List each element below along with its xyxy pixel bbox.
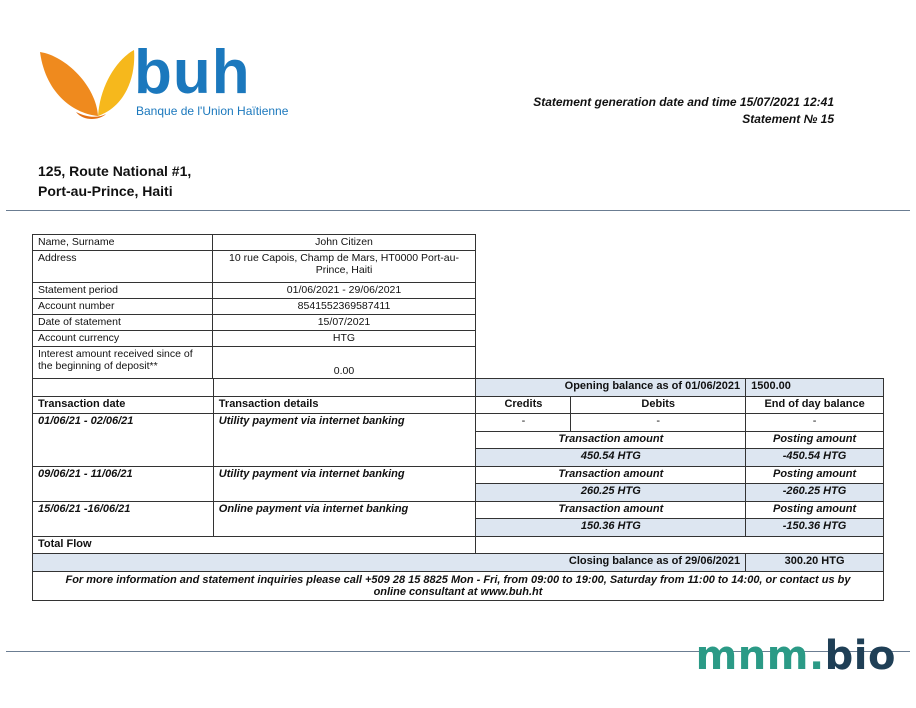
bank-address [38, 161, 191, 201]
info-label: Statement period [33, 283, 213, 299]
total-flow-row [33, 536, 884, 554]
info-label: Account currency [33, 331, 213, 347]
transaction-details: Utility payment via internet banking [213, 414, 476, 467]
opening-balance-row [33, 379, 884, 397]
statement-meta [533, 94, 834, 128]
transaction-amount-value: 450.54 HTG [476, 449, 746, 467]
empty-cell [213, 379, 476, 397]
table-row [33, 501, 884, 519]
header-debits: Debits [571, 396, 746, 414]
customer-info-table [32, 234, 476, 379]
eod-balance-value: - [746, 414, 884, 432]
transaction-date: 15/06/21 -16/06/21 [33, 501, 214, 536]
header-credits: Credits [476, 396, 571, 414]
transactions-table [32, 378, 884, 601]
posting-amount-value: -150.36 HTG [746, 519, 884, 537]
credits-value: - [476, 414, 571, 432]
info-label: Interest amount received since of the beginning of deposit** [33, 347, 213, 379]
transaction-amount-value: 260.25 HTG [476, 484, 746, 502]
watermark-part1: mnm [695, 633, 809, 679]
transaction-details: Online payment via internet banking [213, 501, 476, 536]
posting-amount-label: Posting amount [746, 431, 884, 449]
statement-number: Statement № 15 [742, 112, 834, 126]
posting-amount-label: Posting amount [746, 466, 884, 484]
watermark-part2: bio [824, 633, 896, 679]
transaction-amount-label: Transaction amount [476, 431, 746, 449]
header-end-of-day-balance: End of day balance [746, 396, 884, 414]
statement-generation-date: Statement generation date and time 15/07/2021 12:41 [533, 95, 834, 109]
transaction-amount-value: 150.36 HTG [476, 519, 746, 537]
top-divider [6, 210, 910, 211]
info-label: Account number [33, 299, 213, 315]
info-label: Date of statement [33, 315, 213, 331]
info-value: 15/07/2021 [213, 315, 476, 331]
debits-value: - [571, 414, 746, 432]
opening-balance-label: Opening balance as of 01/06/2021 [476, 379, 746, 397]
transaction-amount-label: Transaction amount [476, 501, 746, 519]
posting-amount-value: -450.54 HTG [746, 449, 884, 467]
info-value: HTG [213, 331, 476, 347]
transaction-date: 01/06/21 - 02/06/21 [33, 414, 214, 467]
info-value: John Citizen [213, 235, 476, 251]
info-row-address [33, 251, 476, 283]
info-row-name [33, 235, 476, 251]
info-row-period [33, 283, 476, 299]
transaction-date: 09/06/21 - 11/06/21 [33, 466, 214, 501]
closing-balance-label: Closing balance as of 29/06/2021 [33, 554, 746, 572]
opening-balance-value: 1500.00 [746, 379, 884, 397]
bank-address-line2: Port-au-Prince, Haiti [38, 183, 173, 199]
empty-cell [476, 536, 884, 554]
closing-balance-row [33, 554, 884, 572]
info-label: Name, Surname [33, 235, 213, 251]
bank-address-line1: 125, Route National #1, [38, 163, 192, 179]
table-row [33, 414, 884, 432]
info-row-account-number [33, 299, 476, 315]
info-label: Address [33, 251, 213, 283]
logo-subtitle: Banque de l'Union Haïtienne [136, 104, 289, 118]
watermark-dot: . [808, 633, 825, 679]
header-transaction-details: Transaction details [213, 396, 476, 414]
footer-note-row [33, 571, 884, 600]
closing-balance-value: 300.20 HTG [746, 554, 884, 572]
info-row-currency [33, 331, 476, 347]
info-value: 0.00 [213, 347, 476, 379]
posting-amount-value: -260.25 HTG [746, 484, 884, 502]
footer-note: For more information and statement inquiries please call +509 28 15 8825 Mon - Fri, from 09:00 to 19:00, Saturday from 11:00 to 14:00, or contact us by online consultant at www.buh.ht [33, 571, 884, 600]
table-row [33, 466, 884, 484]
transaction-amount-label: Transaction amount [476, 466, 746, 484]
info-value: 01/06/2021 - 29/06/2021 [213, 283, 476, 299]
logo-wordmark: buh [134, 38, 251, 107]
info-value: 10 rue Capois, Champ de Mars, HT0000 Port-au-Prince, Haiti [213, 251, 476, 283]
info-row-date [33, 315, 476, 331]
header-transaction-date: Transaction date [33, 396, 214, 414]
empty-cell [33, 379, 214, 397]
info-value: 8541552369587411 [213, 299, 476, 315]
watermark [695, 633, 896, 679]
transaction-details: Utility payment via internet banking [213, 466, 476, 501]
transactions-header-row [33, 396, 884, 414]
total-flow-label: Total Flow [33, 536, 476, 554]
posting-amount-label: Posting amount [746, 501, 884, 519]
info-row-interest [33, 347, 476, 379]
